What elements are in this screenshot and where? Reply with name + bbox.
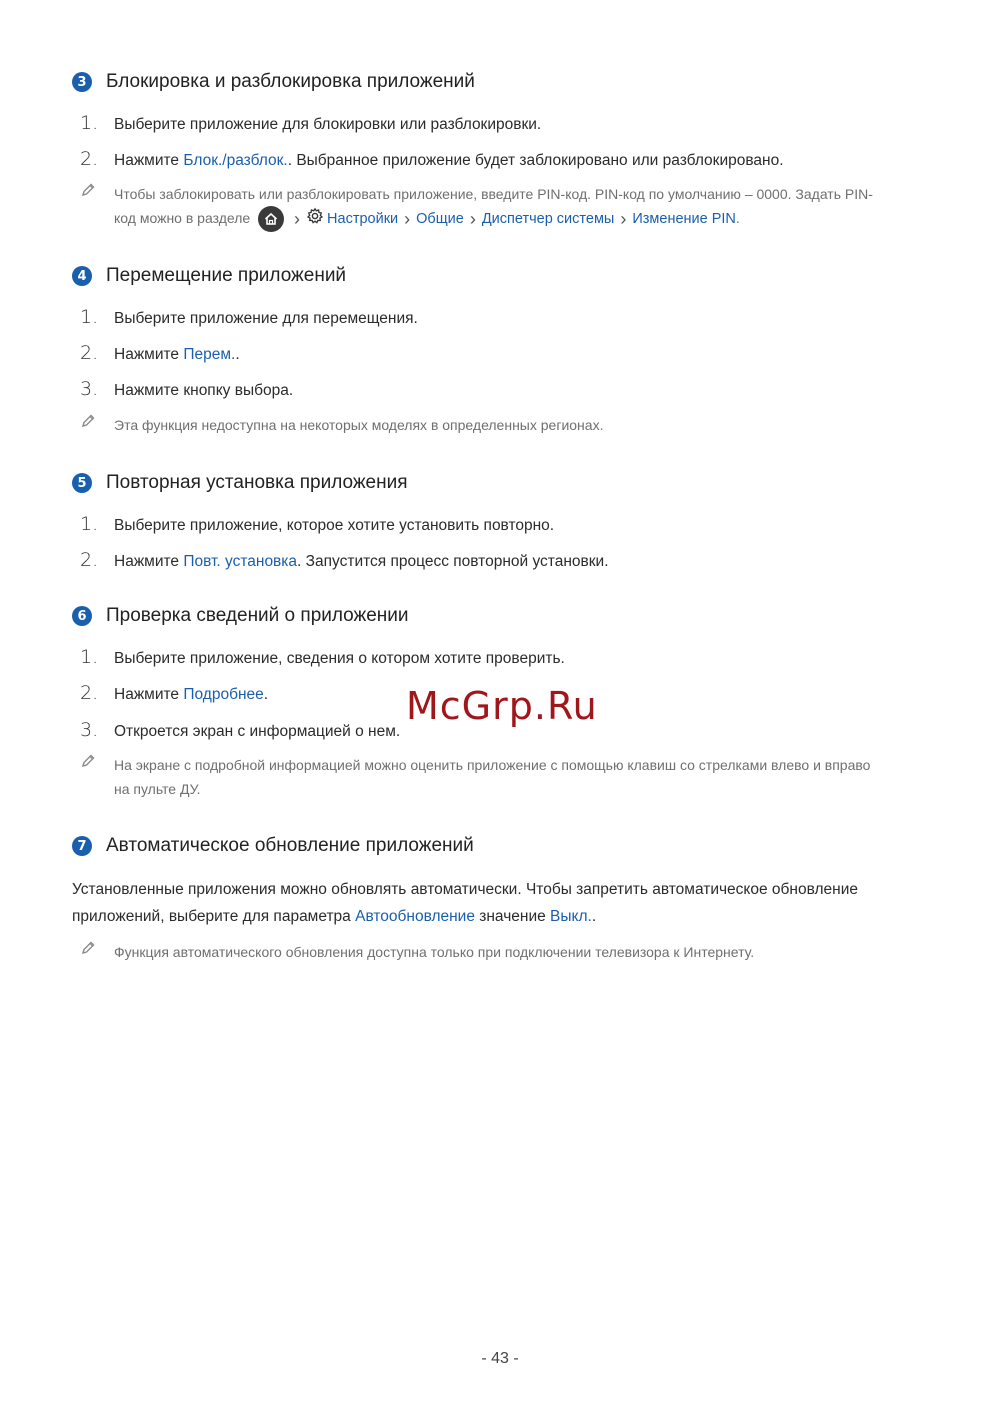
section-title: Повторная установка приложения [106,472,408,493]
section-number-badge: 5 [72,473,92,493]
step-item [80,378,930,400]
note [80,940,930,964]
note-line: на пульте ДУ. [114,781,201,797]
step-number: 1. [80,513,99,535]
step-number: 1. [80,646,99,668]
menu-link-details: Подробнее [183,686,264,703]
note-text [114,182,873,232]
menu-link-off: Выкл. [550,908,592,925]
section-heading [72,602,932,630]
menu-link-lock-unlock: Блок./разблок. [183,152,288,169]
step-item [80,112,930,134]
step-text-post: . Выбранное приложение будет заблокировано или разблокировано. [287,152,784,169]
step-text: Выберите приложение, сведения о котором хотите проверить. [114,650,565,667]
step-text [114,553,609,571]
home-icon [258,206,284,232]
step-text-post: . Запустится процесс повторной установки. [297,553,609,570]
section-paragraph [72,876,932,930]
pencil-icon [80,413,114,437]
step-number: 3. [80,719,99,741]
path-system-manager: Диспетчер системы [481,211,615,227]
step-text: Откроется экран с информацией о нем. [114,723,401,740]
section-title: Проверка сведений о приложении [106,605,409,626]
pencil-icon [80,182,114,232]
step-text-post: . [263,686,269,703]
step-item [80,306,930,328]
section-move-apps [72,262,932,433]
step-item [80,549,930,571]
paragraph-text: значение [474,908,551,925]
step-text: Выберите приложение, которое хотите установить повторно. [114,517,555,534]
section-number-badge: 4 [72,266,92,286]
step-text-pre: Нажмите [114,686,184,703]
step-number: 3. [80,378,99,400]
section-title: Блокировка и разблокировка приложений [106,71,475,92]
section-heading [72,469,932,497]
step-text [114,152,784,170]
chevron-right-icon: › [404,209,411,230]
step-text-pre: Нажмите [114,152,184,169]
section-reinstall-app [72,469,932,571]
chevron-right-icon: › [294,209,301,230]
step-number: 2. [80,148,99,170]
step-text: Нажмите кнопку выбора. [114,382,294,399]
section-number-badge: 3 [72,72,92,92]
section-number-badge: 7 [72,836,92,856]
chevron-right-icon: › [469,209,476,230]
step-item [80,646,930,668]
section-heading [72,68,932,96]
note-text [114,753,870,801]
note-end: . [735,210,740,226]
section-auto-update [72,832,932,960]
step-text: Выберите приложение для блокировки или разблокировки. [114,116,542,133]
step-number: 1. [80,306,99,328]
step-text-post: . [235,346,240,363]
section-heading [72,832,932,860]
step-number: 2. [80,549,99,571]
menu-link-move: Перем. [183,346,236,363]
step-text [114,346,240,364]
path-general: Общие [416,211,464,227]
pencil-icon [80,940,114,964]
note [80,182,930,232]
paragraph-text: . [591,908,597,925]
section-title: Перемещение приложений [106,265,347,286]
watermark: McGrp.Ru [406,684,598,728]
step-text-pre: Нажмите [114,553,184,570]
note-line: код можно в разделе [114,210,251,226]
note [80,753,930,801]
step-item [80,513,930,535]
page-number: - 43 - [481,1350,519,1367]
menu-link-reinstall: Повт. установка [183,553,298,570]
step-number: 2. [80,342,99,364]
step-number: 2. [80,682,99,704]
step-item [80,148,930,170]
paragraph-text: приложений, выберите для параметра [72,908,356,925]
section-heading [72,262,932,290]
step-number: 1. [80,112,99,134]
section-lock-unlock [72,68,932,230]
note-line: Чтобы заблокировать или разблокировать приложение, введите PIN-код. PIN-код по умолчанию – 0000. Задать PIN- [114,186,873,202]
path-settings: Настройки [327,211,399,227]
note-line: На экране с подробной информацией можно оценить приложение с помощью клавиш со стрелками влево и вправо [114,757,871,773]
note-text: Эта функция недоступна на некоторых моделях в определенных регионах. [114,417,604,433]
note-text: Функция автоматического обновления доступна только при подключении телевизора к Интернету. [114,944,755,960]
pencil-icon [80,753,114,801]
step-text [114,686,268,704]
section-number-badge: 6 [72,606,92,626]
note [80,413,930,437]
step-item [80,342,930,364]
path-change-pin: Изменение PIN [632,211,736,227]
step-text: Выберите приложение для перемещения. [114,310,418,327]
menu-link-auto-update: Автообновление [355,908,475,925]
chevron-right-icon: › [620,209,627,230]
section-title: Автоматическое обновление приложений [106,835,474,856]
step-text-pre: Нажмите [114,346,184,363]
paragraph-line: Установленные приложения можно обновлять автоматически. Чтобы запретить автоматическое обновление [72,881,858,898]
gear-icon [306,207,324,232]
